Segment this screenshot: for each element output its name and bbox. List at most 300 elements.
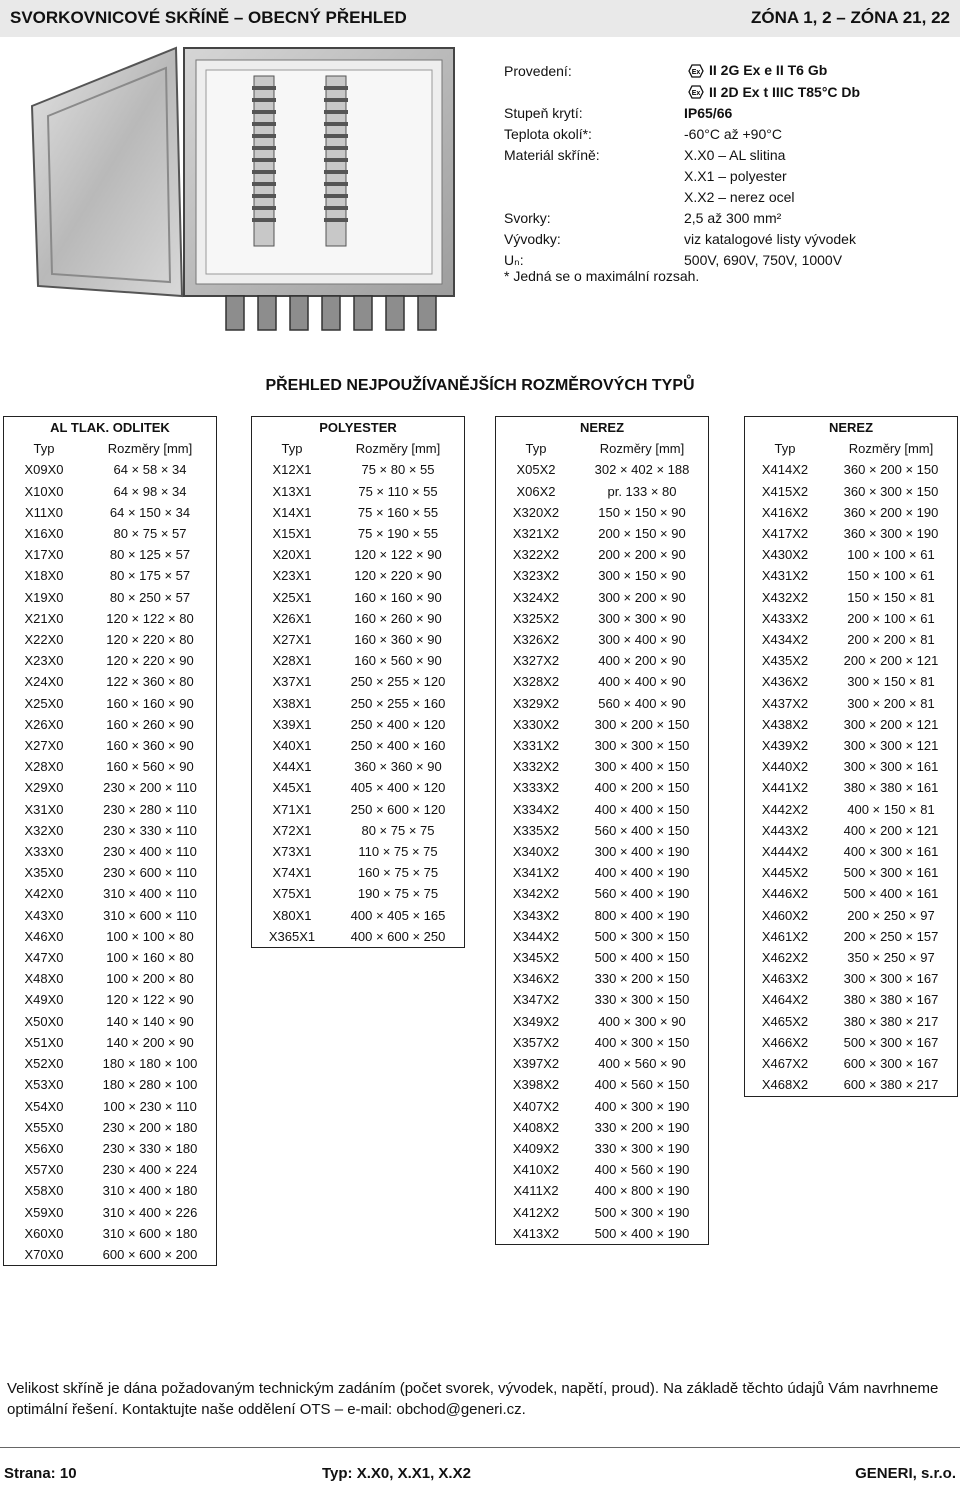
type-cell: X409X2 [512,1140,560,1156]
dimensions-cell: 300 × 200 × 90 [598,589,686,605]
table-row [4,1074,216,1095]
type-cell: X59X0 [24,1204,64,1220]
table-row [745,883,957,904]
table-row [496,459,708,480]
table-row [745,1074,957,1095]
table-row [496,523,708,544]
type-cell: X321X2 [512,526,560,542]
type-cell: X10X0 [24,483,64,499]
svg-text:Ex: Ex [691,68,701,76]
dimensions-cell: 500 × 300 × 150 [594,928,690,944]
dimensions-cell: 160 × 260 × 90 [106,716,194,732]
table-row [745,1032,957,1053]
dimensions-cell: 64 × 150 × 34 [109,504,191,520]
type-cell: X330X2 [512,716,560,732]
type-cell: X15X1 [272,526,312,542]
dimensions-cell: 160 × 75 × 75 [357,865,439,881]
type-cell: X38X1 [272,695,312,711]
type-cell: X340X2 [512,844,560,860]
type-cell: X407X2 [512,1098,560,1114]
type-cell: X27X1 [272,632,312,648]
dimensions-cell: 230 × 200 × 180 [102,1119,198,1135]
type-cell: X443X2 [761,822,809,838]
dimensions-cell: 500 × 300 × 161 [843,865,939,881]
dimensions-cell: 400 × 300 × 161 [843,844,939,860]
dimensions-cell: 400 × 300 × 150 [594,1034,690,1050]
type-cell: X19X0 [24,589,64,605]
type-cell: X437X2 [761,695,809,711]
dimensions-cell: 200 × 200 × 90 [598,547,686,563]
dimensions-cell: 600 × 300 × 167 [843,1056,939,1072]
spec-material-value-2: X.X1 – polyester [684,168,787,184]
dimensions-cell: 100 × 200 × 80 [106,971,194,987]
table-row [4,693,216,714]
dimensions-cell: 150 × 100 × 61 [847,568,935,584]
dimensions-cell: 380 × 380 × 167 [843,992,939,1008]
type-cell: X328X2 [512,674,560,690]
table-row [745,650,957,671]
dimensions-cell: 300 × 300 × 161 [843,759,939,775]
dimensions-cell: 360 × 300 × 150 [843,483,939,499]
dimensions-cell: 80 × 75 × 57 [113,526,187,542]
dimensions-cell: 300 × 400 × 190 [594,844,690,860]
dimensions-cell: 150 × 150 × 81 [847,589,935,605]
table-row [252,756,464,777]
table-row [496,693,708,714]
type-cell: X71X1 [272,801,312,817]
dimensions-cell: 64 × 58 × 34 [113,462,187,478]
table-row [4,989,216,1010]
type-cell: X53X0 [24,1077,64,1093]
column-header-typ: Typ [281,441,303,457]
spec-kryti-label: Stupeň krytí: [504,105,583,121]
dimensions-cell: 360 × 300 × 190 [843,526,939,542]
type-cell: X433X2 [761,610,809,626]
table-row [496,947,708,968]
table-row [4,1244,216,1265]
dimensions-cell: 180 × 280 × 100 [102,1077,198,1093]
table-row [496,883,708,904]
table-row [252,714,464,735]
table-row [745,905,957,926]
dimensions-cell: 160 × 360 × 90 [354,632,442,648]
dimensions-cell: 230 × 330 × 110 [103,822,197,838]
type-cell: X23X1 [272,568,312,584]
table-row [4,714,216,735]
type-cell: X398X2 [512,1077,560,1093]
spec-un-value: 500V, 690V, 750V, 1000V [684,252,843,268]
dimensions-cell: 200 × 200 × 81 [847,632,935,648]
type-cell: X75X1 [272,886,312,902]
type-cell: X436X2 [761,674,809,690]
type-cell: X05X2 [516,462,556,478]
dimensions-cell: 330 × 300 × 190 [594,1140,690,1156]
footer-typ: Typ: X.X0, X.X1, X.X2 [322,1465,471,1482]
table-row [252,777,464,798]
type-cell: X412X2 [512,1204,560,1220]
type-cell: X24X0 [24,674,64,690]
dimensions-cell: 160 × 560 × 90 [106,759,194,775]
dimensions-cell: 400 × 600 × 250 [350,928,446,944]
type-cell: X414X2 [761,462,809,478]
type-cell: X442X2 [761,801,809,817]
dimensions-cell: 400 × 400 × 90 [598,674,686,690]
table-row [4,459,216,480]
dimensions-cell: 360 × 200 × 190 [843,504,939,520]
footer-note: Velikost skříně je dána požadovaným technickým zadáním (počet svorek, vývodek, napětí, proud). Na základě těchto údajů Vám navrhneme optimální řešení. Kontaktujte naše oddělení OTS – e-mail: obchod@generi.cz. [7,1380,939,1418]
ex-line-2: II 2D Ex t IIIC T85°C Db [709,83,861,100]
table-row [496,650,708,671]
table-row [496,905,708,926]
table-row [745,587,957,608]
column-header-rozmery: Rozměry [mm] [355,441,441,457]
type-cell: X331X2 [512,738,560,754]
table-row [745,1011,957,1032]
type-cell: X55X0 [24,1119,64,1135]
svg-text:Ex: Ex [691,90,701,97]
spec-vyvodky-value: viz katalogové listy vývodek [684,231,856,247]
type-cell: X408X2 [512,1119,560,1135]
spec-kryti-value: IP65/66 [684,105,733,121]
dimensions-cell: 400 × 150 × 81 [847,801,935,817]
table-row [745,841,957,862]
table-group-header: NEREZ [579,420,625,435]
column-header-rozmery: Rozměry [mm] [107,441,193,457]
type-cell: X44X1 [272,759,312,775]
column-header-typ: Typ [33,441,55,457]
ex-marking-dust [688,83,860,102]
type-cell: X461X2 [761,928,809,944]
dimensions-cell: 75 × 80 × 55 [361,462,435,478]
dimensions-cell: 230 × 400 × 110 [103,844,197,860]
dimensions-cell: 230 × 280 × 110 [103,801,197,817]
dimensions-cell: 310 × 400 × 226 [102,1204,198,1220]
table-row [252,905,464,926]
type-cell: X335X2 [512,822,560,838]
spec-svorky-label: Svorky: [504,210,551,226]
table-row [4,1202,216,1223]
type-cell: X446X2 [761,886,809,902]
table-row [745,968,957,989]
table-row [496,1074,708,1095]
type-cell: X357X2 [512,1034,560,1050]
table-row [4,1180,216,1201]
dimensions-cell: 400 × 200 × 121 [843,822,939,838]
table-row [252,671,464,692]
table-row [745,947,957,968]
type-cell: X365X1 [268,928,316,944]
table-row [496,862,708,883]
type-cell: X51X0 [24,1034,64,1050]
table-nerez-2 [745,417,957,1096]
type-cell: X70X0 [24,1246,64,1262]
column-header-typ: Typ [774,441,796,457]
dimensions-cell: 500 × 400 × 190 [594,1225,690,1241]
type-cell: X06X2 [516,483,556,499]
table-row [4,544,216,565]
dimensions-cell: 250 × 600 × 120 [350,801,446,817]
ex-hexagon-icon [688,85,704,99]
type-cell: X438X2 [761,716,809,732]
type-cell: X57X0 [24,1162,64,1178]
dimensions-cell: 300 × 200 × 81 [847,695,935,711]
type-cell: X56X0 [24,1140,64,1156]
dimensions-cell: 400 × 560 × 190 [594,1162,690,1178]
dimensions-cell: 200 × 100 × 61 [847,610,935,626]
table-row [4,799,216,820]
table-row [4,1053,216,1074]
table-row [4,608,216,629]
table-row [252,608,464,629]
table-row [4,968,216,989]
dimensions-cell: 140 × 200 × 90 [106,1034,194,1050]
type-cell: X460X2 [761,907,809,923]
header-title: SVORKOVNICOVÉ SKŘÍNĚ – OBECNÝ PŘEHLED [10,8,407,27]
table-row [496,926,708,947]
table-row [496,629,708,650]
type-cell: X322X2 [512,547,560,563]
table-row [745,777,957,798]
type-cell: X326X2 [512,632,560,648]
table-row [4,883,216,904]
table-row [496,1096,708,1117]
table-row [745,756,957,777]
dimensions-cell: 75 × 110 × 55 [358,483,438,499]
dimensions-cell: 300 × 200 × 150 [594,716,690,732]
type-cell: X42X0 [24,886,64,902]
dimensions-cell: 400 × 405 × 165 [350,907,446,923]
dimensions-cell: 100 × 100 × 80 [106,928,194,944]
dimensions-cell: 800 × 400 × 190 [594,907,690,923]
dimensions-cell: 190 × 75 × 75 [357,886,439,902]
dimensions-cell: 80 × 175 × 57 [109,568,191,584]
ex-hexagon-icon [688,64,704,78]
type-cell: X345X2 [512,950,560,966]
dimensions-cell: 250 × 255 × 120 [350,674,446,690]
type-cell: X25X1 [272,589,312,605]
table-row [252,459,464,480]
dimensions-cell: 380 × 380 × 217 [843,1013,939,1029]
table-row [745,523,957,544]
table-row [252,820,464,841]
type-cell: X329X2 [512,695,560,711]
type-cell: X18X0 [24,568,64,584]
type-cell: X397X2 [512,1056,560,1072]
table-row [745,1053,957,1074]
table-row [496,799,708,820]
table-row [745,799,957,820]
dimensions-cell: 80 × 125 × 57 [109,547,191,563]
type-cell: X29X0 [24,780,64,796]
table-row [745,459,957,480]
type-cell: X440X2 [761,759,809,775]
specification-block [504,61,944,271]
type-cell: X48X0 [24,971,64,987]
dimensions-cell: 200 × 200 × 121 [843,653,939,669]
table-row [496,587,708,608]
dimensions-cell: 120 × 122 × 80 [106,610,194,626]
dimensions-cell: 300 × 400 × 150 [594,759,690,775]
type-cell: X39X1 [272,716,312,732]
type-cell: X49X0 [24,992,64,1008]
dimensions-cell: 400 × 800 × 190 [594,1183,690,1199]
spec-svorky-value: 2,5 až 300 mm² [684,210,782,226]
table-row [496,481,708,502]
dimensions-cell: 500 × 300 × 167 [843,1034,939,1050]
dimensions-cell: 405 × 400 × 120 [350,780,446,796]
table-row [4,1138,216,1159]
table-row [4,502,216,523]
type-cell: X343X2 [512,907,560,923]
table-row [496,820,708,841]
spec-footnote: * Jedná se o maximální rozsah. [504,268,700,284]
type-cell: X33X0 [24,844,64,860]
column-header-typ: Typ [525,441,547,457]
table-row [4,1011,216,1032]
spec-un-label: Uₙ: [504,252,524,268]
table-row [252,481,464,502]
dimensions-cell: 560 × 400 × 190 [594,886,690,902]
type-cell: X28X0 [24,759,64,775]
table-row [496,1053,708,1074]
table-row [252,502,464,523]
dimensions-cell: 360 × 200 × 150 [843,462,939,478]
type-cell: X74X1 [272,865,312,881]
table-row [496,502,708,523]
type-cell: X35X0 [24,865,64,881]
dimensions-cell: 250 × 400 × 160 [350,738,446,754]
type-cell: X23X0 [24,653,64,669]
table-row [4,820,216,841]
dimensions-cell: 400 × 400 × 190 [594,865,690,881]
dimensions-cell: 330 × 200 × 150 [594,971,690,987]
table-row [745,820,957,841]
dimensions-cell: 230 × 330 × 180 [102,1140,198,1156]
dimensions-cell: 560 × 400 × 90 [598,695,686,711]
type-cell: X47X0 [24,950,64,966]
type-cell: X416X2 [761,504,809,520]
type-cell: X413X2 [512,1225,560,1241]
dimensions-cell: 120 × 220 × 90 [354,568,442,584]
dimensions-cell: 160 × 160 × 90 [106,695,194,711]
table-row [4,841,216,862]
table-row [4,1096,216,1117]
dimensions-cell: 300 × 400 × 90 [598,632,686,648]
type-cell: X324X2 [512,589,560,605]
dimensions-cell: 230 × 400 × 224 [102,1162,198,1178]
type-cell: X26X0 [24,716,64,732]
table-row [252,629,464,650]
type-cell: X332X2 [512,759,560,775]
table-row [496,1138,708,1159]
type-cell: X435X2 [761,653,809,669]
table-group-header: AL TLAK. ODLITEK [50,420,170,435]
section-title: PŘEHLED NEJPOUŽÍVANĚJŠÍCH ROZMĚROVÝCH TYPŮ [265,377,695,394]
type-cell: X80X1 [272,907,312,923]
table-row [496,671,708,692]
table-row [496,989,708,1010]
table-row [4,926,216,947]
type-cell: X60X0 [24,1225,64,1241]
table-row [4,777,216,798]
page-header [0,0,960,37]
table-row [496,714,708,735]
dimensions-cell: 302 × 402 × 188 [594,462,690,478]
type-cell: X22X0 [24,632,64,648]
type-cell: X344X2 [512,928,560,944]
dimensions-cell: 600 × 380 × 217 [843,1077,939,1093]
table-row [496,777,708,798]
dimensions-cell: 200 × 250 × 97 [847,907,935,923]
dimensions-cell: 400 × 300 × 90 [598,1013,686,1029]
table-row [745,693,957,714]
type-cell: X347X2 [512,992,560,1008]
table-polyester [252,417,464,947]
dimensions-cell: 600 × 600 × 200 [102,1246,198,1262]
spec-material-value-1: X.X0 – AL slitina [684,147,786,163]
type-cell: X20X1 [272,547,312,563]
table-row [496,565,708,586]
dimensions-cell: 64 × 98 × 34 [113,483,187,499]
type-cell: X439X2 [761,738,809,754]
dimensions-cell: 200 × 250 × 157 [843,928,939,944]
dimensions-cell: 200 × 150 × 90 [598,526,686,542]
dimensions-cell: 160 × 560 × 90 [354,653,442,669]
dimensions-cell: 300 × 300 × 90 [598,610,686,626]
type-cell: X13X1 [272,483,312,499]
type-cell: X37X1 [272,674,312,690]
type-cell: X417X2 [761,526,809,542]
type-cell: X444X2 [761,844,809,860]
dimensions-cell: 330 × 200 × 190 [594,1119,690,1135]
type-cell: X434X2 [761,632,809,648]
table-row [252,523,464,544]
table-row [745,989,957,1010]
footer-divider [0,1447,960,1448]
spec-vyvodky-label: Vývodky: [504,231,561,247]
dimensions-cell: 75 × 160 × 55 [357,504,439,520]
dimensions-cell: 330 × 300 × 150 [594,992,690,1008]
type-cell: X32X0 [24,822,64,838]
dimensions-cell: 400 × 200 × 90 [598,653,686,669]
dimensions-cell: 300 × 200 × 121 [843,716,939,732]
table-row [496,1223,708,1244]
type-cell: X415X2 [761,483,809,499]
table-group-header: POLYESTER [319,420,397,435]
dimensions-cell: 300 × 300 × 167 [843,971,939,987]
dimensions-cell: 300 × 150 × 90 [598,568,686,584]
dimensions-cell: 120 × 220 × 90 [106,653,194,669]
type-cell: X14X1 [272,504,312,520]
spec-material-value-3: X.X2 – nerez ocel [684,189,795,205]
table-row [745,735,957,756]
ex-line-1: II 2G Ex e II T6 Gb [709,62,828,78]
table-row [745,544,957,565]
type-cell: X342X2 [512,886,560,902]
dimensions-cell: 100 × 230 × 110 [103,1098,197,1114]
junction-box-photo [26,46,462,336]
table-row [4,947,216,968]
table-row [252,565,464,586]
dimensions-cell: 230 × 600 × 110 [103,865,197,881]
table-row [496,735,708,756]
dimensions-cell: 230 × 200 × 110 [103,780,197,796]
type-cell: X46X0 [24,928,64,944]
type-cell: X31X0 [24,801,64,817]
column-header-rozmery: Rozměry [mm] [599,441,685,457]
table-al-odlitek [4,417,216,1265]
dimensions-cell: 300 × 300 × 121 [843,738,939,754]
